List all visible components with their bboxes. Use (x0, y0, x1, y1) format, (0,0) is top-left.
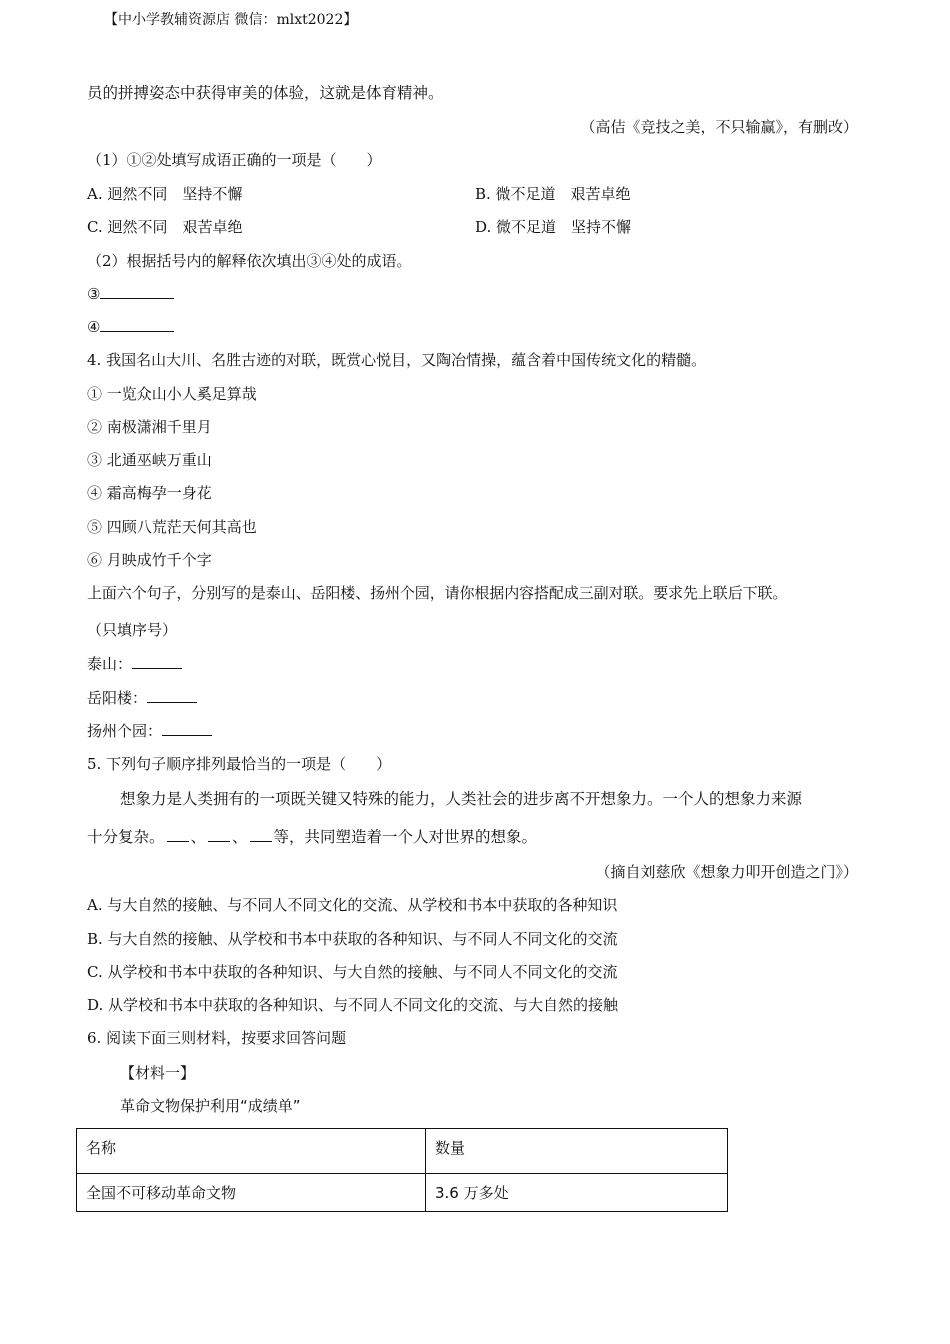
table-header-quantity: 数量 (426, 1129, 728, 1174)
q4-answer-yueyanglou (87, 688, 197, 708)
q4-item-3: ③ 北通巫峡万重山 (87, 451, 212, 469)
passage-end-text: 员的拼搏姿态中获得审美的体验，这就是体育精神。 (87, 84, 444, 102)
q5-stem: 5. 下列句子顺序排列最恰当的一项是（ ） (87, 755, 392, 773)
q4-item-2: ② 南极潇湘千里月 (87, 418, 212, 436)
q3-sub2-prompt: （2）根据括号内的解释依次填出③④处的成语。 (87, 252, 412, 270)
q3-option-d: D. 微不足道 坚持不懈 (475, 218, 632, 236)
answer-line[interactable] (162, 721, 212, 736)
q3-option-b: B. 微不足道 艰苦卓绝 (475, 185, 631, 203)
blank-slot[interactable] (167, 827, 189, 842)
q6-stem: 6. 阅读下面三则材料，按要求回答问题 (87, 1029, 347, 1047)
q4-item-1: ① 一览众山小人奚足算哉 (87, 385, 257, 403)
q3-option-c: C. 迥然不同 艰苦卓绝 (87, 218, 243, 236)
blank-3-label: ③ (87, 285, 101, 303)
answer-label: 扬州个园： (87, 722, 163, 740)
q5-option-b: B. 与大自然的接触、从学校和书本中获取的各种知识、与不同人不同文化的交流 (87, 930, 618, 948)
relics-table (76, 1128, 728, 1212)
passage-text: 十分复杂。 (87, 828, 165, 846)
answer-label: 泰山： (87, 655, 133, 673)
material-label: 【材料一】 (120, 1064, 196, 1082)
table-cell-quantity: 3.6 万多处 (426, 1174, 728, 1212)
q4-answer-geyuan (87, 721, 212, 741)
q5-option-c: C. 从学校和书本中获取的各种知识、与大自然的接触、与不同人不同文化的交流 (87, 963, 618, 981)
table-header-row (77, 1129, 728, 1174)
table-cell-name: 全国不可移动革命文物 (77, 1174, 426, 1212)
blank-slot[interactable] (250, 827, 272, 842)
answer-line[interactable] (100, 317, 174, 332)
answer-line[interactable] (147, 688, 197, 703)
separator: 、 (232, 828, 248, 846)
q5-source: （摘自刘慈欣《想象力叩开创造之门》） (595, 863, 858, 881)
q4-answer-taishan (87, 654, 182, 674)
q5-passage-line-1: 想象力是人类拥有的一项既关键又特殊的能力，人类社会的进步离不开想象力。一个人的想象力来源 (120, 790, 803, 808)
q5-option-d: D. 从学校和书本中获取的各种知识、与不同人不同文化的交流、与大自然的接触 (87, 996, 619, 1014)
q4-item-5: ⑤ 四顾八荒茫天何其高也 (87, 518, 257, 536)
answer-line[interactable] (100, 284, 174, 299)
blank-slot[interactable] (208, 827, 230, 842)
q4-note: （只填序号） (87, 621, 178, 639)
passage-source: （高佶《竞技之美，不只输赢》，有删改） (580, 118, 858, 136)
blank-4-label: ④ (87, 318, 101, 336)
table-header-name: 名称 (77, 1129, 426, 1174)
q3-blank-3 (87, 284, 174, 304)
q4-stem: 4. 我国名山大川、名胜古迹的对联，既赏心悦目，又陶冶情操，蕴含着中国传统文化的精髓。 (87, 351, 707, 369)
table-title: 革命文物保护利用“成绩单” (120, 1097, 301, 1115)
q4-item-4: ④ 霜高梅孕一身花 (87, 484, 212, 502)
answer-line[interactable] (132, 654, 182, 669)
q3-sub1-prompt: （1）①②处填写成语正确的一项是（ ） (87, 151, 382, 169)
q3-blank-4 (87, 317, 174, 337)
q4-instruction: 上面六个句子，分别写的是泰山、岳阳楼、扬州个园，请你根据内容搭配成三副对联。要求先上联后下联。 (87, 584, 788, 602)
separator: 、 (190, 828, 207, 846)
q4-item-6: ⑥ 月映成竹千个字 (87, 551, 212, 569)
answer-label: 岳阳楼： (87, 689, 148, 707)
passage-text: 等，共同塑造着一个人对世界的想象。 (273, 828, 538, 846)
q5-passage-line-2 (87, 827, 537, 847)
table-row (77, 1174, 728, 1212)
q5-option-a: A. 与大自然的接触、与不同人不同文化的交流、从学校和书本中获取的各种知识 (87, 896, 618, 914)
q3-option-a: A. 迥然不同 坚持不懈 (87, 185, 243, 203)
header-watermark: 【中小学教辅资源店 微信：mlxt2022】 (104, 12, 358, 28)
